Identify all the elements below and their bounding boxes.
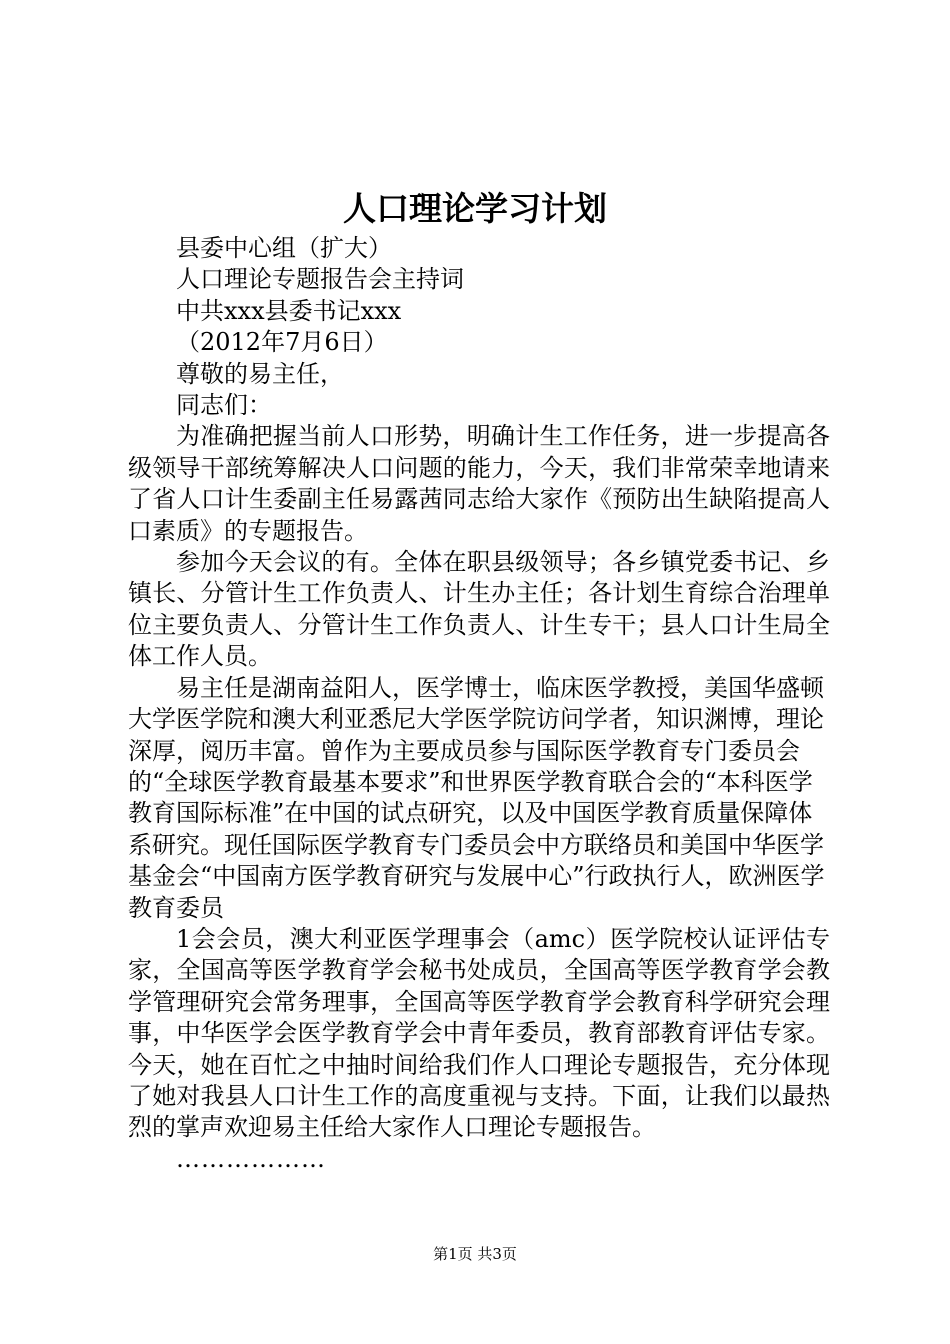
header-line-meeting: 县委中心组（扩大） [176, 234, 392, 262]
ellipsis-line: ……………… [176, 1144, 326, 1173]
greeting-line: 同志们： [176, 391, 272, 420]
paragraph-attendees: 参加今天会议的有。全体在职县级领导；各乡镇党委书记、乡镇长、分管计生工作负责人、计生办主任；各计划生育综合治理单位主要负责人、分管计生工作负责人、计生专干；县人口计生局全体工作人员。 [128, 548, 830, 671]
header-line-date: （2012年7月6日） [176, 328, 388, 357]
document-body [128, 233, 830, 1175]
header-line-speaker: 中共xxx县委书记xxx [176, 296, 402, 325]
paragraph-speaker-roles: 1会会员，澳大利亚医学理事会（amc）医学院校认证评估专家，全国高等医学教育学会秘书处成员，全国高等医学教育学会教学管理研究会常务理事，全国高等医学教育学会教育科学研究会理事，中华医学会医学教育学会中青年委员，教育部教育评估专家。今天，她在百忙之中抽时间给我们作人口理论专题报告，充分体现了她对我县人口计生工作的高度重视与支持。下面，让我们以最热烈的掌声欢迎易主任给大家作人口理论专题报告。 [128, 924, 830, 1142]
page-footer: 第1页 共3页 [433, 1245, 517, 1263]
paragraph-speaker-bio: 易主任是湖南益阳人，医学博士，临床医学教授，美国华盛顿大学医学院和澳大利亚悉尼大学医学院访问学者，知识渊博，理论深厚，阅历丰富。曾作为主要成员参与国际医学教育专门委员会的“全球医学教育最基本要求”和世界医学教育联合会的“本科医学教育国际标准”在中国的试点研究，以及中国医学教育质量保障体系研究。现任国际医学教育专门委员会中方联络员和美国中华医学基金会“中国南方医学教育研究与发展中心”行政执行人，欧洲医学教育委员 [128, 673, 825, 922]
salutation-line: 尊敬的易主任， [176, 359, 344, 388]
header-line-subject: 人口理论专题报告会主持词 [176, 265, 464, 294]
paragraph-intro: 为准确把握当前人口形势，明确计生工作任务，进一步提高各级领导干部统筹解决人口问题的能力，今天，我们非常荣幸地请来了省人口计生委副主任易露茜同志给大家作《预防出生缺陷提高人口素质》的专题报告。 [128, 422, 830, 545]
document-title: 人口理论学习计划 [343, 189, 607, 228]
